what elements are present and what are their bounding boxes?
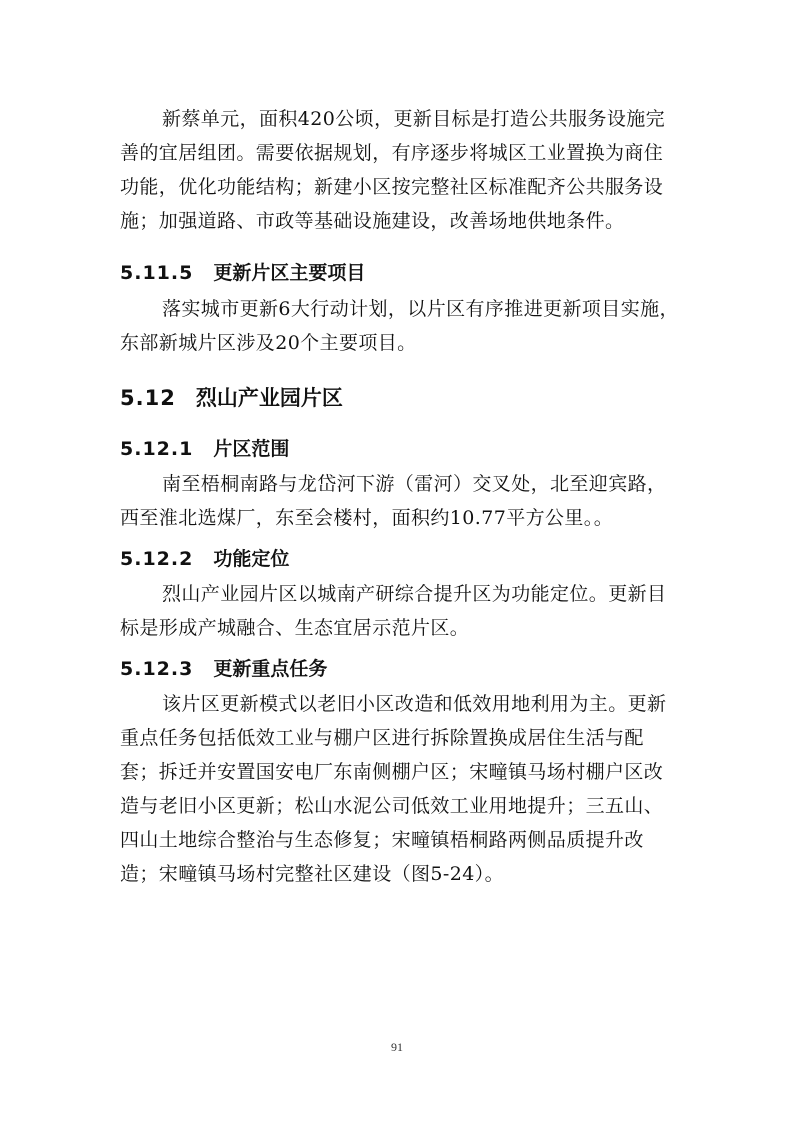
- section-title: 烈山产业园片区: [195, 386, 343, 410]
- section-heading-5-12-1: [120, 434, 289, 461]
- paragraph-function-positioning: [120, 577, 680, 645]
- section-number: 5.12: [120, 386, 176, 410]
- paragraph-main-projects: [120, 292, 680, 360]
- section-heading-5-11-5: [120, 258, 365, 285]
- paragraph-text: 烈山产业园片区以城南产研综合提升区为功能定位。更新目标是形成产城融合、生态宜居示范片区。: [120, 583, 667, 639]
- section-heading-5-12: [120, 382, 343, 412]
- section-number: 5.12.3: [120, 658, 194, 680]
- section-title: 片区范围: [213, 438, 290, 460]
- paragraph-text: 该片区更新模式以老旧小区改造和低效用地利用为主。更新重点任务包括低效工业与棚户区进行拆除置换成居住生活与配套；拆迁并安置国安电厂东南侧棚户区；宋疃镇马场村棚户区改造与老旧小区更新；松山水泥公司低效工业用地提升；三五山、四山土地综合整治与生态修复；宋疃镇梧桐路两侧品质提升改造；宋疃镇马场村完整社区建设（图5-24）。: [120, 693, 667, 885]
- section-title: 更新重点任务: [213, 658, 328, 680]
- paragraph-xincai-unit: [120, 102, 680, 238]
- paragraph-text: 落实城市更新6大行动计划，以片区有序推进更新项目实施，东部新城片区涉及20个主要项目。: [120, 298, 679, 354]
- paragraph-text: 新蔡单元，面积420公顷，更新目标是打造公共服务设施完善的宜居组团。需要依据规划，有序逐步将城区工业置换为商住功能，优化功能结构；新建小区按完整社区标准配齐公共服务设施；加强道路、市政等基础设施建设，改善场地供地条件。: [120, 108, 666, 232]
- page-number: 91: [391, 1040, 403, 1054]
- paragraph-area-scope: [120, 467, 680, 535]
- section-number: 5.12.2: [120, 548, 194, 570]
- section-heading-5-12-2: [120, 544, 289, 571]
- section-heading-5-12-3: [120, 654, 327, 681]
- section-number: 5.11.5: [120, 262, 194, 284]
- section-number: 5.12.1: [120, 438, 194, 460]
- paragraph-key-tasks: [120, 687, 680, 891]
- section-title: 功能定位: [213, 548, 290, 570]
- paragraph-text: 南至梧桐南路与龙岱河下游（雷河）交叉处，北至迎宾路，西至淮北选煤厂，东至会楼村，面积约10.77平方公里。。: [120, 473, 667, 529]
- section-title: 更新片区主要项目: [213, 262, 366, 284]
